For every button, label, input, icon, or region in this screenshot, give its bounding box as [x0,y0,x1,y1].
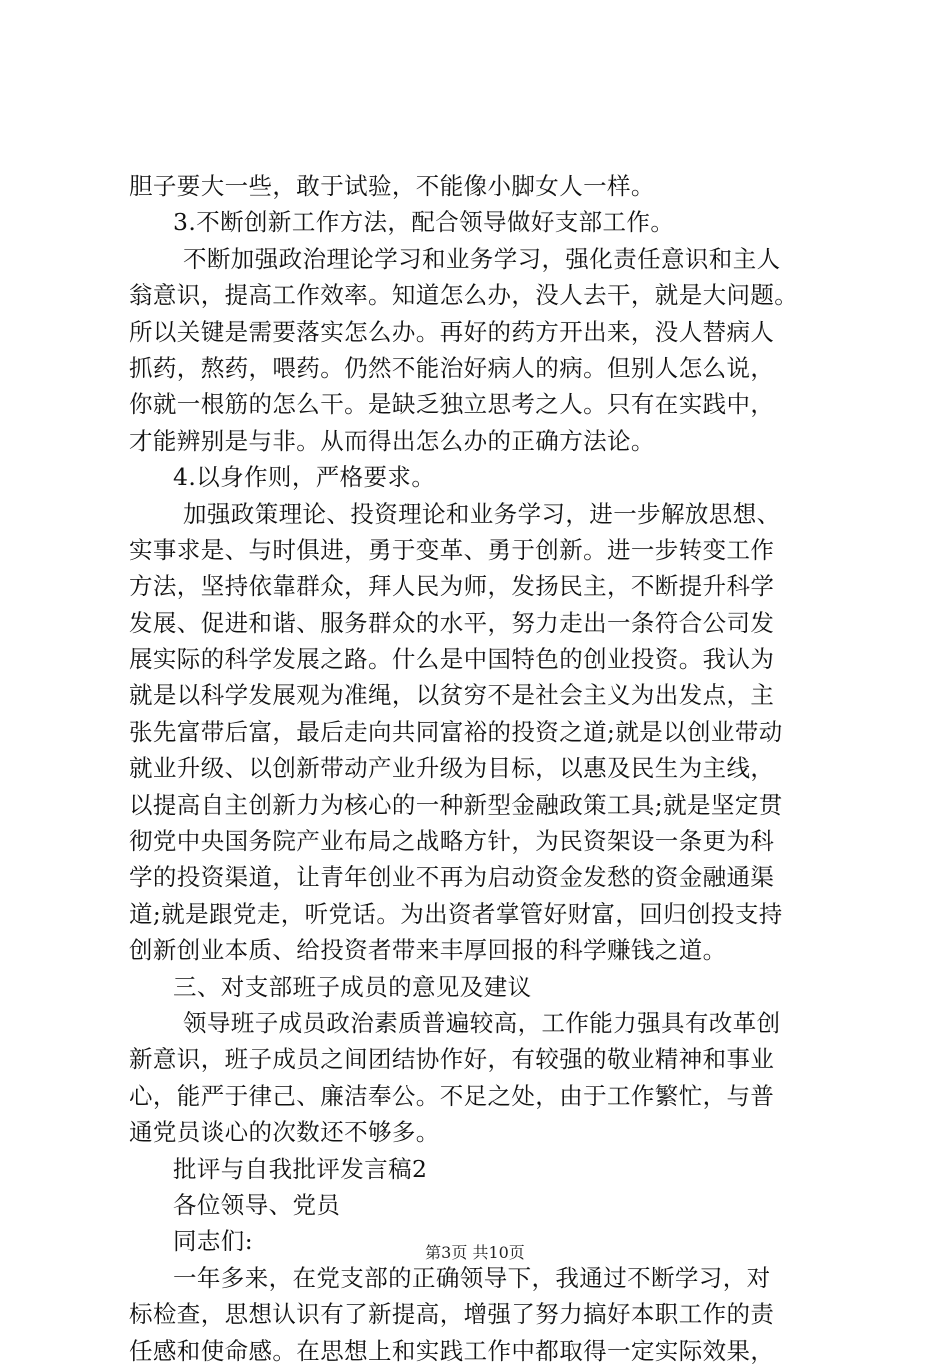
text-line: 实事求是、与时俱进，勇于变革、勇于创新。进一步转变工作 [129,535,775,564]
text-line: 领导班子成员政治素质普遍较高，工作能力强具有改革创 [183,1008,781,1037]
text-line: 创新创业本质、给投资者带来丰厚回报的科学赚钱之道。 [129,936,727,965]
text-line: 你就一根筋的怎么干。是缺乏独立思考之人。只有在实践中， [129,390,775,419]
text-line: 不断加强政治理论学习和业务学习，强化责任意识和主人 [183,244,781,273]
text-line: 通党员谈心的次数还不够多。 [129,1118,440,1147]
text-line: 心，能严于律己、廉洁奉公。不足之处，由于工作繁忙，与普 [129,1081,775,1110]
text-line: 标检查，思想认识有了新提高，增强了努力搞好本职工作的责 [129,1300,775,1329]
text-line: 新意识，班子成员之间团结协作好，有较强的敬业精神和事业 [129,1045,775,1074]
text-line: 才能辨别是与非。从而得出怎么办的正确方法论。 [129,426,655,455]
text-line: 彻党中央国务院产业布局之战略方针，为民资架设一条更为科 [129,827,775,856]
document-body [129,168,849,1369]
text-line: 方法，坚持依靠群众，拜人民为师，发扬民主，不断提升科学 [129,572,775,601]
text-line: 3.不断创新工作方法，配合领导做好支部工作。 [173,208,675,237]
text-line: 批评与自我批评发言稿2 [173,1154,428,1183]
text-line: 胆子要大一些，敢于试验，不能像小脚女人一样。 [129,172,655,200]
text-line: 同志们: [173,1227,254,1256]
page-footer: 第3页 共10页 [425,1243,525,1262]
text-line: 学的投资渠道，让青年创业不再为启动资金发愁的资金融通渠 [129,863,775,892]
text-line: 就是以科学发展观为准绳，以贫穷不是社会主义为出发点，主 [129,681,775,710]
text-line: 抓药，熬药，喂药。仍然不能治好病人的病。但别人怎么说， [129,353,775,382]
text-line: 4.以身作则，严格要求。 [173,463,436,492]
text-line: 加强政策理论、投资理论和业务学习，进一步解放思想、 [183,499,781,528]
text-line: 展实际的科学发展之路。什么是中国特色的创业投资。我认为 [129,645,775,674]
text-line: 张先富带后富，最后走向共同富裕的投资之道;就是以创业带动 [129,717,783,746]
text-line: 各位领导、党员 [173,1190,341,1219]
text-line: 道;就是跟党走，听党话。为出资者掌管好财富，回归创投支持 [129,899,783,928]
text-line: 以提高自主创新力为核心的一种新型金融政策工具;就是坚定贯 [129,790,783,819]
text-line: 任感和使命感。在思想上和实践工作中都取得一定实际效果， [129,1336,775,1365]
text-line: 所以关键是需要落实怎么办。再好的药方开出来，没人替病人 [129,317,775,346]
text-line: 翁意识，提高工作效率。知道怎么办，没人去干，就是大问题。 [129,281,799,310]
text-line: 就业升级、以创新带动产业升级为目标，以惠及民生为主线， [129,754,775,783]
text-line: 一年多来，在党支部的正确领导下，我通过不断学习，对 [173,1263,771,1292]
text-line: 三、对支部班子成员的意见及建议 [173,972,532,1001]
text-line: 发展、促进和谐、服务群众的水平，努力走出一条符合公司发 [129,608,775,637]
